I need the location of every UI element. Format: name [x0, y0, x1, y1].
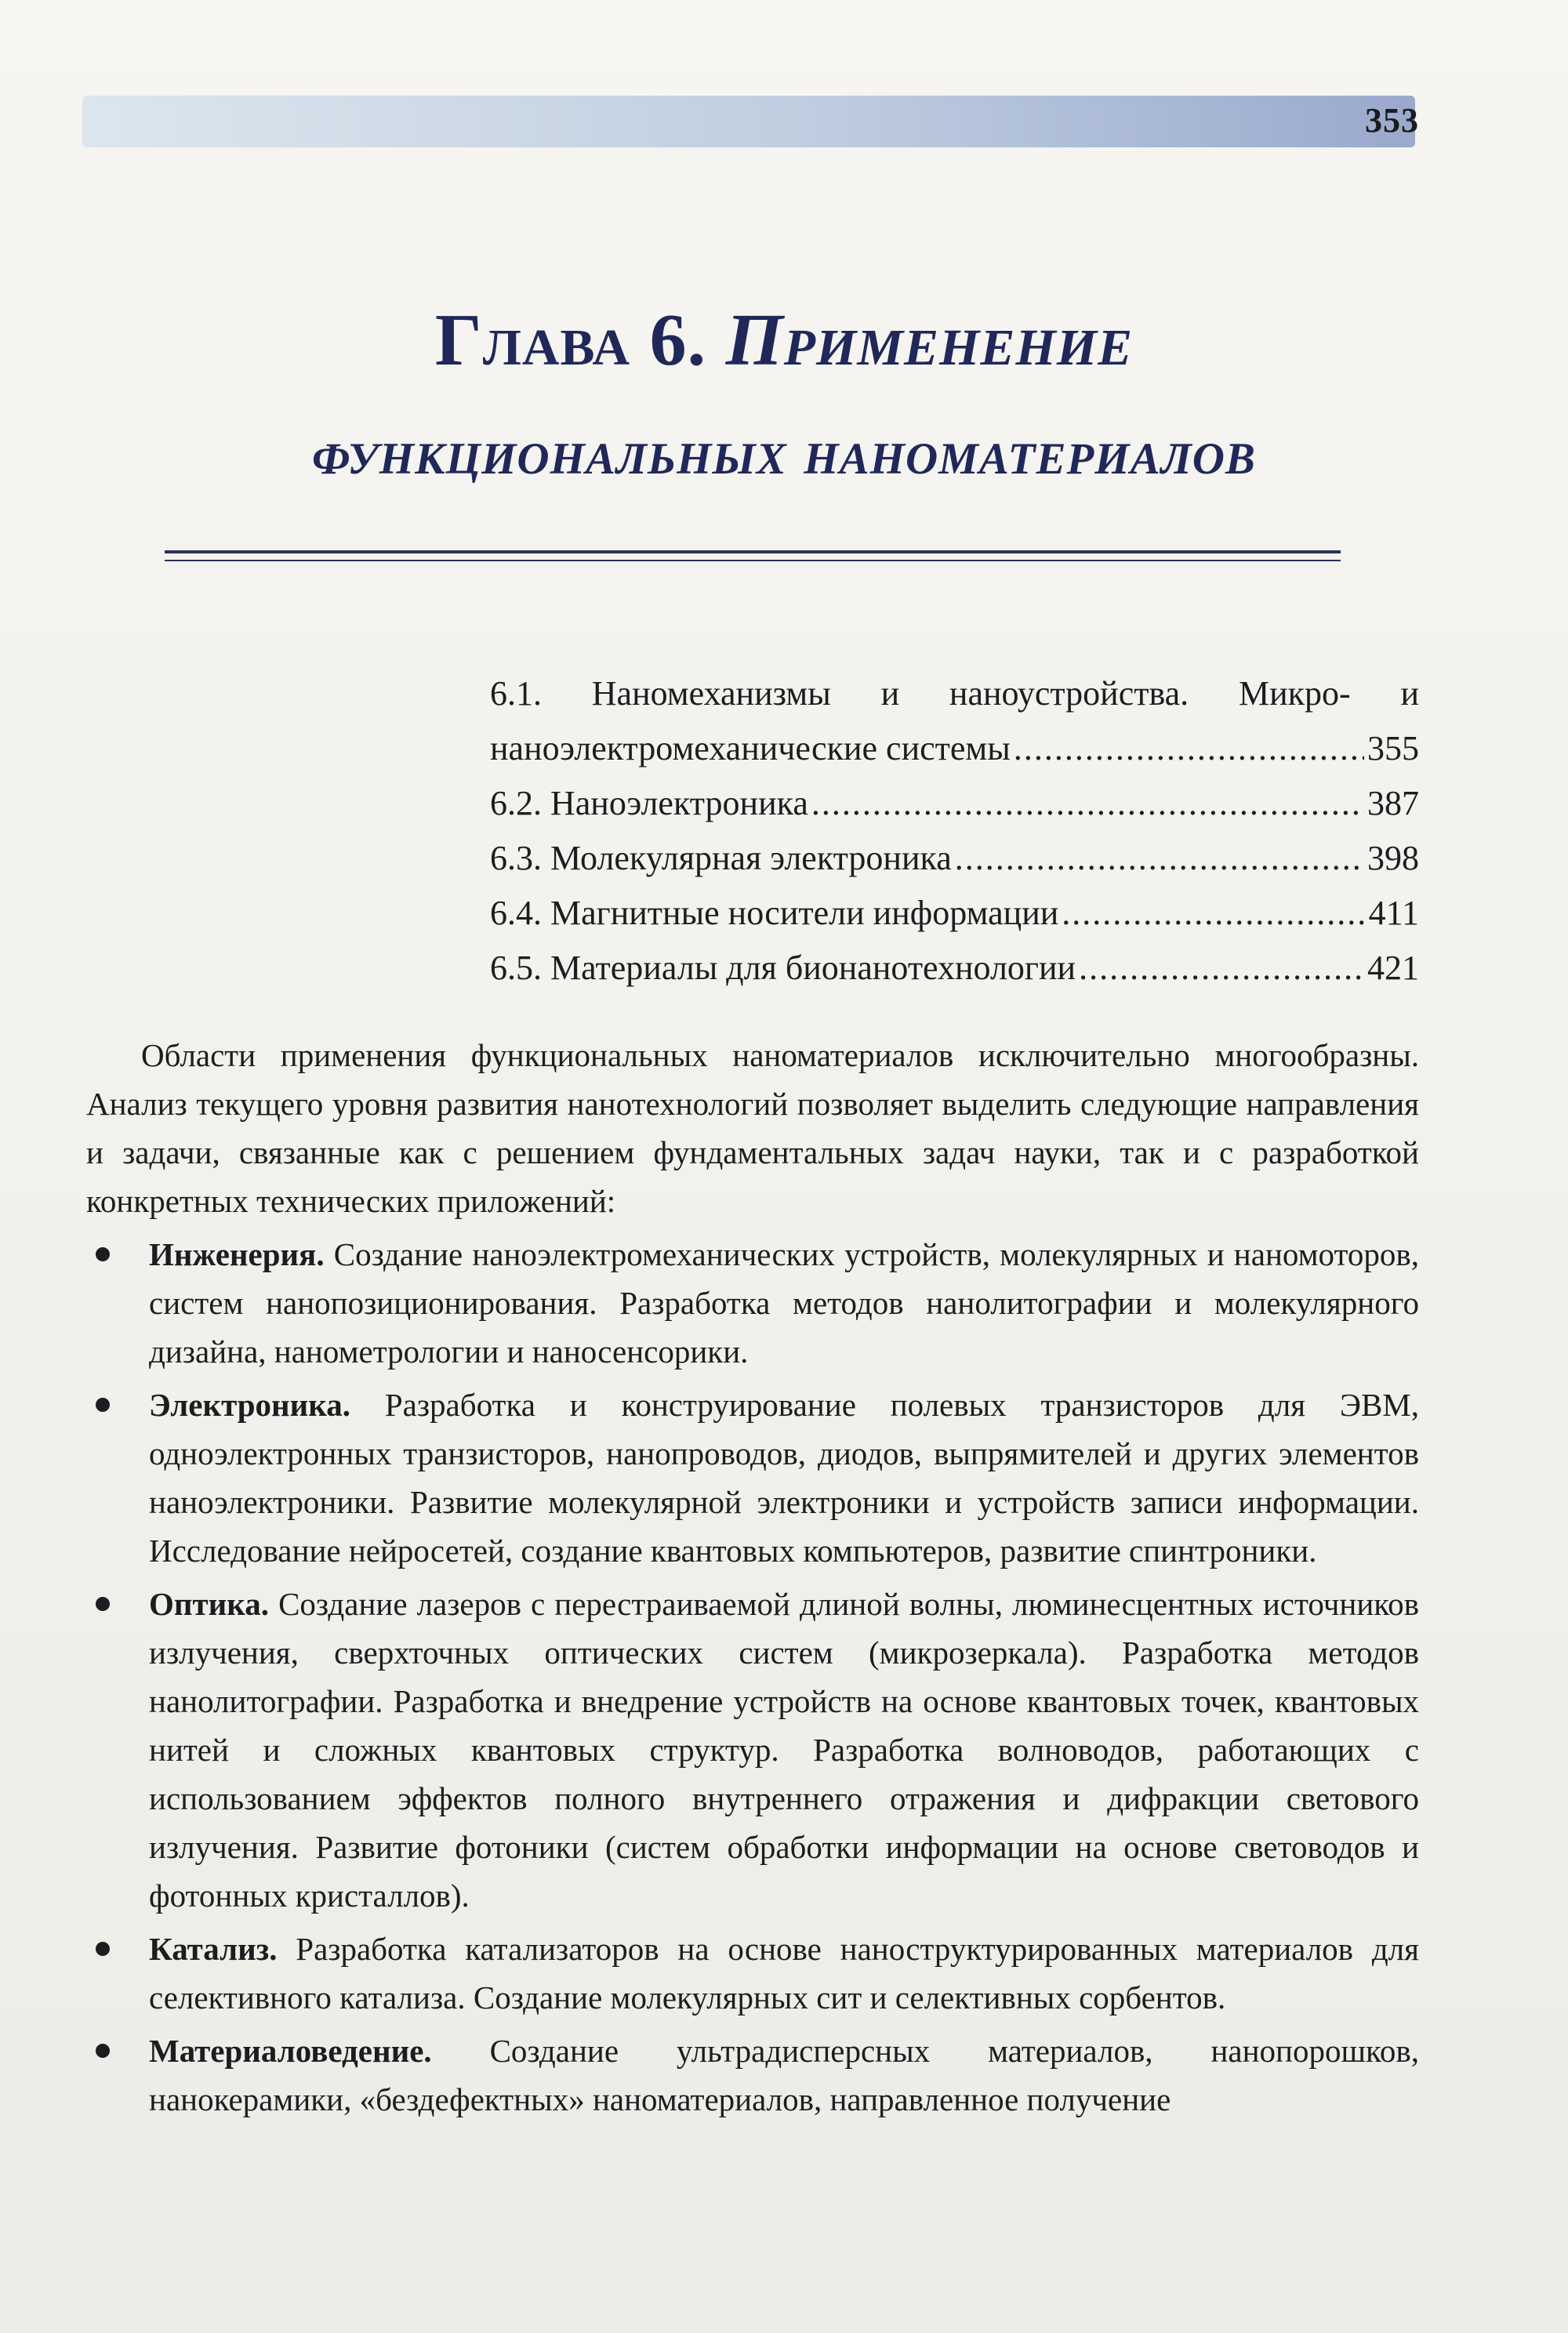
bullet-title: Инженерия.: [149, 1236, 325, 1272]
chapter-title-word: Применение: [725, 299, 1134, 381]
toc-entry-page: 398: [1367, 839, 1419, 877]
toc-leader-dots: [1014, 721, 1364, 776]
bullet-item: [86, 1580, 1419, 1920]
bullet-icon: [96, 1942, 110, 1956]
toc-entry: [490, 886, 1419, 941]
bullet-icon: [96, 1398, 110, 1412]
chapter-title-line-1: [0, 298, 1568, 383]
toc-entry-page: 421: [1367, 949, 1419, 987]
bullet-text: Создание ультрадисперсных материалов, нанопорошков, нанокерамики, «бездефектных» наноматериалов, направленное получение: [149, 2033, 1419, 2117]
bullet-list: [86, 1230, 1419, 2124]
toc-entry-text: 6.5. Материалы для бионанотехнологии: [490, 949, 1076, 987]
toc-entry-page: 355: [1367, 729, 1419, 767]
toc-entry-page: 387: [1367, 784, 1419, 822]
bullet-item: [86, 2026, 1419, 2124]
intro-paragraph: Области применения функциональных наноматериалов исключительно многообразны. Анализ текущего уровня развития нанотехнологий позволяет выделить следующие направления и задачи, связанные как с решением фундаментальных задач науки, так и с разработкой конкретных технических приложений:: [86, 1037, 1419, 1219]
bullet-icon: [96, 1597, 110, 1611]
header-band: [82, 96, 1415, 147]
toc-leader-dots: [955, 831, 1364, 886]
chapter-title-line-2: функциональных наноматериалов: [312, 416, 1256, 488]
toc-entry: [490, 666, 1419, 776]
toc-entry-page: 411: [1368, 894, 1419, 932]
bullet-item: [86, 1230, 1419, 1376]
toc-entry-text: 6.3. Молекулярная электроника: [490, 839, 952, 877]
toc-leader-dots: [1062, 886, 1365, 941]
bullet-title: Электроника.: [149, 1387, 351, 1423]
chapter-label: Глава 6.: [434, 299, 707, 381]
toc-entry: [490, 941, 1419, 996]
bullet-item: [86, 1925, 1419, 2022]
bullet-text: Создание лазеров с перестраиваемой длиной волны, люминесцентных источников излучения, сверхточных оптических систем (микрозеркала). Разработка методов нанолитографии. Разработка и внедрение устройств на основе квантовых точек, квантовых нитей и сложных квантовых структур. Разработка волноводов, работающих с использованием эффектов полного внутреннего отражения и дифракции светового излучения. Развитие фотоники (систем обработки информации на основе световодов и фотонных кристаллов).: [149, 1586, 1419, 1914]
bullet-icon: [96, 2044, 110, 2058]
bullet-text: Создание наноэлектромеханических устройств, молекулярных и наномоторов, систем нанопозиционирования. Разработка методов нанолитографии и молекулярного дизайна, нанометрологии и наносенсорики.: [149, 1236, 1419, 1370]
bullet-title: Оптика.: [149, 1586, 270, 1622]
body-text: [86, 1031, 1419, 2128]
toc-entry-text: 6.2. Наноэлектроника: [490, 784, 808, 822]
toc-entry-text: 6.1. Наномеханизмы и наноустройства. Микро- и: [490, 674, 1419, 713]
title-rule-thin: [165, 560, 1341, 561]
toc-leader-dots: [811, 776, 1364, 831]
toc-leader-dots: [1079, 941, 1364, 996]
bullet-item: [86, 1381, 1419, 1575]
toc-entry-text: наноэлектромеханические системы: [490, 729, 1011, 767]
table-of-contents: [490, 666, 1419, 996]
bullet-title: Катализ.: [149, 1931, 278, 1967]
bullet-title: Материаловедение.: [149, 2033, 432, 2069]
toc-entry: [490, 831, 1419, 886]
bullet-text: Разработка и конструирование полевых транзисторов для ЭВМ, одноэлектронных транзисторов, нанопроводов, диодов, выпрямителей и других элементов наноэлектроники. Развитие молекулярной электроники и устройств записи информации. Исследование нейросетей, создание квантовых компьютеров, развитие спинтроники.: [149, 1387, 1419, 1569]
bullet-text: Разработка катализаторов на основе наноструктурированных материалов для селективного катализа. Создание молекулярных сит и селективных сорбентов.: [149, 1931, 1419, 2016]
page-number: 353: [1365, 101, 1419, 140]
bullet-icon: [96, 1247, 110, 1261]
toc-entry: [490, 776, 1419, 831]
title-rule-thick: [165, 550, 1341, 553]
toc-entry-text: 6.4. Магнитные носители информации: [490, 894, 1059, 932]
